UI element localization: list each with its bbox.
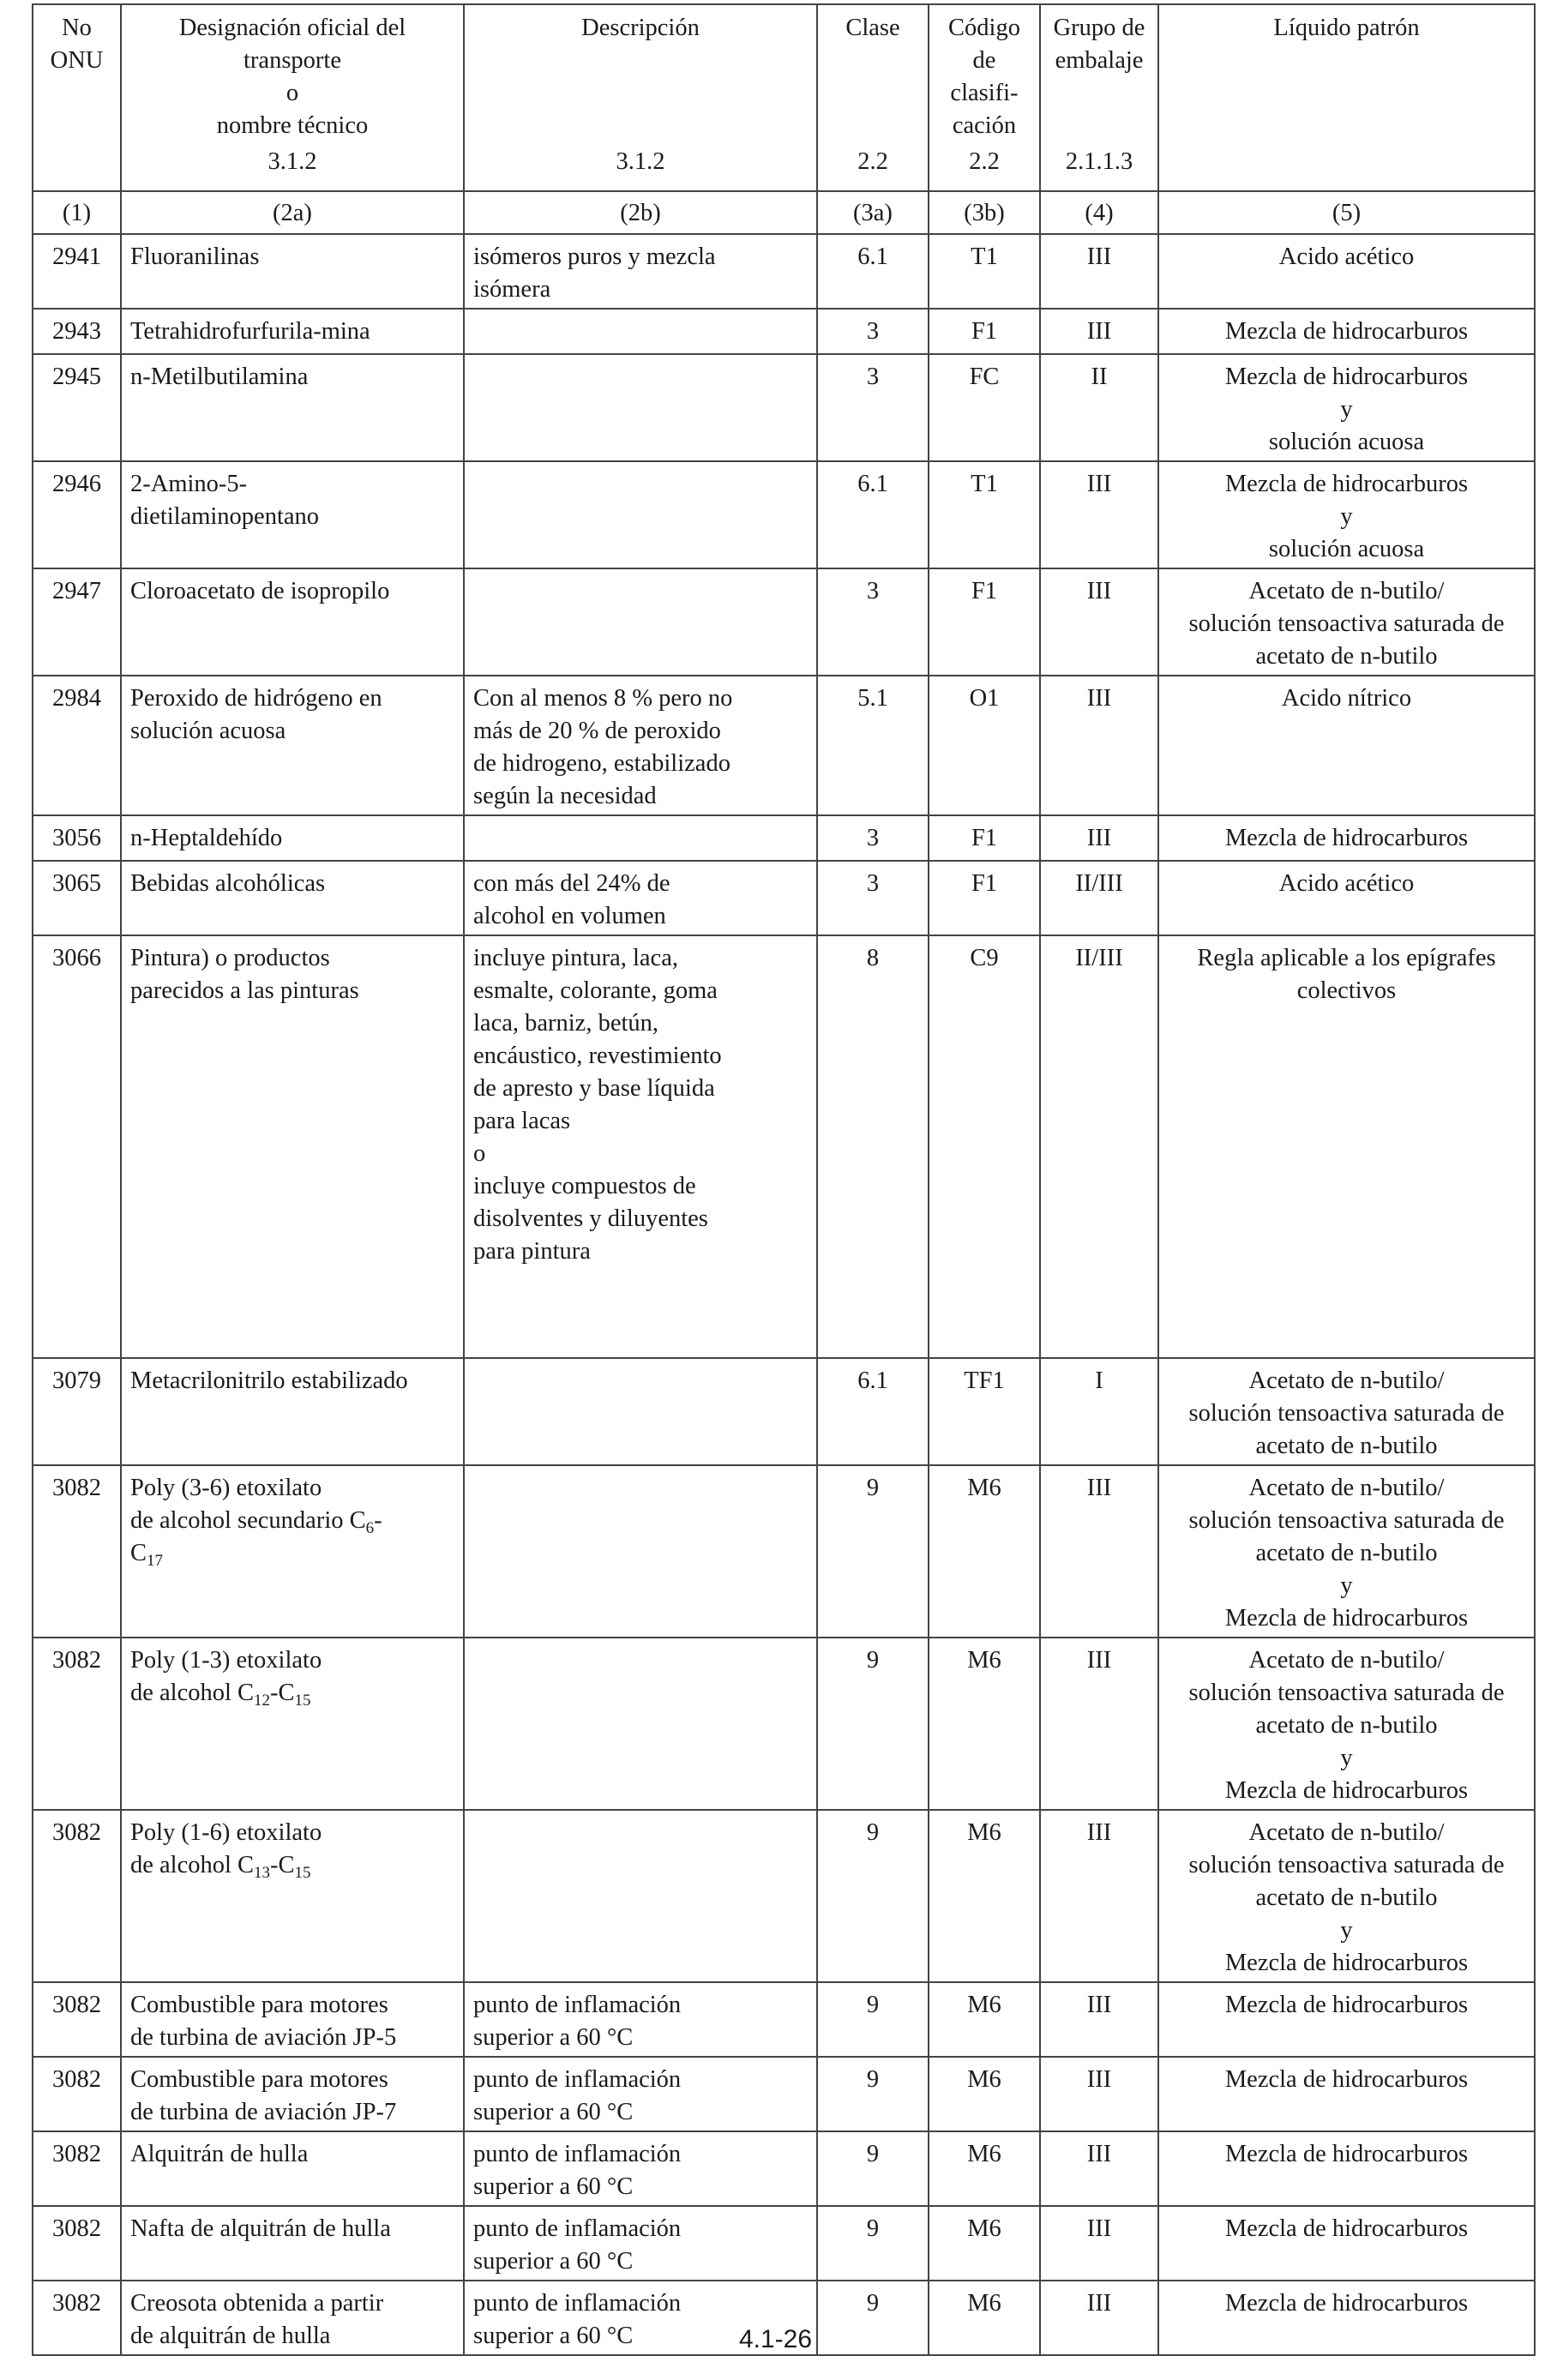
designation-cell: Metacrilonitrilo estabilizado xyxy=(121,1358,464,1465)
table-row xyxy=(33,354,1535,461)
description-cell xyxy=(464,309,817,354)
description-cell: punto de inflamación superior a 60 °C xyxy=(464,2206,817,2281)
header-liquido xyxy=(1158,4,1535,183)
description-cell xyxy=(464,1810,817,1982)
table-row xyxy=(33,2057,1535,2131)
standard-liquid-cell: Mezcla de hidrocarburos y solución acuosa xyxy=(1158,354,1535,461)
table-body xyxy=(33,234,1535,2355)
designation-cell: n-Heptaldehído xyxy=(121,815,464,861)
description-cell: con más del 24% de alcohol en volumen xyxy=(464,861,817,935)
header-gap-cell xyxy=(1158,183,1535,191)
header-codigo xyxy=(929,4,1040,183)
class-cell: 9 xyxy=(817,1638,929,1810)
designation-text: -C xyxy=(270,1680,295,1706)
header-clase xyxy=(817,4,929,183)
standard-liquid-cell: Acetato de n-butilo/ solución tensoactiva saturada de acetato de n-butilo y Mezcla de hidrocarburos xyxy=(1158,1638,1535,1810)
standard-liquid-cell: Acetato de n-butilo/ solución tensoactiva saturada de acetato de n-butilo y Mezcla de hidrocarburos xyxy=(1158,1465,1535,1638)
standard-liquid-cell: Mezcla de hidrocarburos xyxy=(1158,815,1535,861)
standard-liquid-cell: Mezcla de hidrocarburos y solución acuosa xyxy=(1158,461,1535,568)
description-cell: punto de inflamación superior a 60 °C xyxy=(464,2131,817,2206)
class-cell: 9 xyxy=(817,1465,929,1638)
un-number-cell: 3065 xyxy=(33,861,121,935)
classification-code-cell: M6 xyxy=(929,1810,1040,1982)
un-number-cell: 2984 xyxy=(33,676,121,815)
designation-cell: Fluoranilinas xyxy=(121,234,464,309)
packing-group-cell: II/III xyxy=(1040,861,1158,935)
class-cell: 5.1 xyxy=(817,676,929,815)
classification-code-cell: M6 xyxy=(929,2281,1040,2355)
classification-code-cell: M6 xyxy=(929,1465,1040,1638)
packing-group-cell: III xyxy=(1040,676,1158,815)
header-designacion-ref: 3.1.2 xyxy=(268,148,317,175)
classification-code-cell: M6 xyxy=(929,1638,1040,1810)
un-number-cell: 2946 xyxy=(33,461,121,568)
column-number: (1) xyxy=(33,191,121,234)
designation-cell: Pintura) o productos parecidos a las pinturas xyxy=(121,935,464,1358)
un-number-cell: 3082 xyxy=(33,1465,121,1638)
designation-subscript: 15 xyxy=(294,1692,311,1710)
standard-liquid-cell: Mezcla de hidrocarburos xyxy=(1158,1982,1535,2057)
standard-liquid-cell: Acido acético xyxy=(1158,234,1535,309)
description-cell xyxy=(464,354,817,461)
classification-code-cell: M6 xyxy=(929,2206,1040,2281)
column-number: (3a) xyxy=(817,191,929,234)
header-designacion xyxy=(121,4,464,183)
packing-group-cell: III xyxy=(1040,815,1158,861)
header-gap-cell xyxy=(464,183,817,191)
classification-code-cell: M6 xyxy=(929,1982,1040,2057)
packing-group-cell: III xyxy=(1040,1810,1158,1982)
classification-code-cell: F1 xyxy=(929,309,1040,354)
standard-liquid-cell: Acido acético xyxy=(1158,861,1535,935)
un-number-cell: 2941 xyxy=(33,234,121,309)
designation-cell: Alquitrán de hulla xyxy=(121,2131,464,2206)
class-cell: 3 xyxy=(817,568,929,676)
header-row xyxy=(33,4,1535,183)
description-cell: incluye pintura, laca, esmalte, colorante, goma laca, barniz, betún, encáustico, revestimiento de apresto y base líquida para lacas o incluye compuestos de disolventes y diluyentes para pintura xyxy=(464,935,817,1358)
header-gap-cell xyxy=(929,183,1040,191)
description-cell: punto de inflamación superior a 60 °C xyxy=(464,2057,817,2131)
classification-code-cell: T1 xyxy=(929,461,1040,568)
class-cell: 6.1 xyxy=(817,1358,929,1465)
header-codigo-label: Código de clasifi- cación xyxy=(948,15,1020,139)
class-cell: 6.1 xyxy=(817,234,929,309)
header-grupo xyxy=(1040,4,1158,183)
column-number: (4) xyxy=(1040,191,1158,234)
un-number-cell: 3082 xyxy=(33,1982,121,2057)
designation-subscript: 15 xyxy=(294,1864,311,1882)
packing-group-cell: III xyxy=(1040,2281,1158,2355)
table-row xyxy=(33,1982,1535,2057)
designation-cell xyxy=(121,1638,464,1810)
standard-liquid-cell: Mezcla de hidrocarburos xyxy=(1158,2206,1535,2281)
table-row xyxy=(33,676,1535,815)
header-clase-label: Clase xyxy=(845,15,900,41)
header-descripcion xyxy=(464,4,817,183)
packing-group-cell: III xyxy=(1040,309,1158,354)
designation-cell: 2-Amino-5- dietilaminopentano xyxy=(121,461,464,568)
designation-cell: Bebidas alcohólicas xyxy=(121,861,464,935)
packing-group-cell: III xyxy=(1040,2057,1158,2131)
packing-group-cell: II/III xyxy=(1040,935,1158,1358)
classification-code-cell: F1 xyxy=(929,815,1040,861)
class-cell: 3 xyxy=(817,354,929,461)
packing-group-cell: III xyxy=(1040,1638,1158,1810)
un-number-cell: 3082 xyxy=(33,2281,121,2355)
class-cell: 6.1 xyxy=(817,461,929,568)
un-number-cell: 3056 xyxy=(33,815,121,861)
classification-code-cell: TF1 xyxy=(929,1358,1040,1465)
class-cell: 9 xyxy=(817,2057,929,2131)
packing-group-cell: III xyxy=(1040,2206,1158,2281)
un-number-cell: 3082 xyxy=(33,2131,121,2206)
header-gap-cell xyxy=(121,183,464,191)
un-number-cell: 2947 xyxy=(33,568,121,676)
description-cell xyxy=(464,815,817,861)
un-number-cell: 2945 xyxy=(33,354,121,461)
classification-code-cell: F1 xyxy=(929,568,1040,676)
header-gap-cell xyxy=(33,183,121,191)
designation-cell: Nafta de alquitrán de hulla xyxy=(121,2206,464,2281)
classification-code-cell: C9 xyxy=(929,935,1040,1358)
designation-subscript: 17 xyxy=(147,1552,164,1570)
designation-text: - C xyxy=(130,1507,382,1566)
packing-group-cell: II xyxy=(1040,354,1158,461)
description-cell: Con al menos 8 % pero no más de 20 % de peroxido de hidrogeno, estabilizado según la necesidad xyxy=(464,676,817,815)
description-cell xyxy=(464,461,817,568)
standard-liquid-cell: Regla aplicable a los epígrafes colectivos xyxy=(1158,935,1535,1358)
table-row xyxy=(33,568,1535,676)
standard-liquid-cell: Acido nítrico xyxy=(1158,676,1535,815)
designation-text: Poly (1-3) etoxilato de alcohol C xyxy=(130,1647,322,1706)
description-cell xyxy=(464,1358,817,1465)
designation-subscript: 13 xyxy=(254,1864,271,1882)
designation-text: -C xyxy=(270,1852,295,1878)
packing-group-cell: III xyxy=(1040,234,1158,309)
class-cell: 9 xyxy=(817,2131,929,2206)
header-no-onu xyxy=(33,4,121,183)
standard-liquid-cell: Mezcla de hidrocarburos xyxy=(1158,2057,1535,2131)
designation-subscript: 6 xyxy=(365,1519,375,1537)
column-number: (2a) xyxy=(121,191,464,234)
table-row xyxy=(33,2131,1535,2206)
class-cell: 9 xyxy=(817,2281,929,2355)
classification-code-cell: M6 xyxy=(929,2131,1040,2206)
standard-liquid-cell: Acetato de n-butilo/ solución tensoactiva saturada de acetato de n-butilo y Mezcla de hidrocarburos xyxy=(1158,1810,1535,1982)
header-no-onu-label: No ONU xyxy=(50,15,104,74)
description-cell xyxy=(464,1465,817,1638)
table-row xyxy=(33,2206,1535,2281)
description-cell xyxy=(464,1638,817,1810)
description-cell xyxy=(464,568,817,676)
header-designacion-label: Designación oficial del transporte o nombre técnico xyxy=(178,15,406,139)
un-number-cell: 3066 xyxy=(33,935,121,1358)
designation-cell xyxy=(121,1465,464,1638)
description-cell: punto de inflamación superior a 60 °C xyxy=(464,1982,817,2057)
designation-cell: Tetrahidrofurfurila-mina xyxy=(121,309,464,354)
header-clase-ref: 2.2 xyxy=(857,148,888,175)
table-row xyxy=(33,461,1535,568)
description-cell: punto de inflamación superior a 60 °C xyxy=(464,2281,817,2355)
designation-cell: Peroxido de hidrógeno en solución acuosa xyxy=(121,676,464,815)
standard-liquid-cell: Acetato de n-butilo/ solución tensoactiva saturada de acetato de n-butilo xyxy=(1158,1358,1535,1465)
un-number-cell: 3079 xyxy=(33,1358,121,1465)
header-gap-row xyxy=(33,183,1535,191)
un-number-cell: 3082 xyxy=(33,1638,121,1810)
header-codigo-ref: 2.2 xyxy=(969,148,1000,175)
designation-text: Poly (3-6) etoxilato de alcohol secundario C xyxy=(130,1475,366,1534)
header-grupo-label: Grupo de embalaje xyxy=(1053,15,1145,74)
class-cell: 9 xyxy=(817,2206,929,2281)
classification-code-cell: M6 xyxy=(929,2057,1040,2131)
class-cell: 9 xyxy=(817,1982,929,2057)
class-cell: 8 xyxy=(817,935,929,1358)
header-liquido-label: Líquido patrón xyxy=(1273,15,1420,41)
column-number: (3b) xyxy=(929,191,1040,234)
packing-group-cell: III xyxy=(1040,1465,1158,1638)
designation-cell: Combustible para motores de turbina de aviación JP-7 xyxy=(121,2057,464,2131)
table-row xyxy=(33,815,1535,861)
table-row xyxy=(33,309,1535,354)
packing-group-cell: III xyxy=(1040,568,1158,676)
classification-code-cell: F1 xyxy=(929,861,1040,935)
table-row xyxy=(33,1810,1535,1982)
classification-code-cell: FC xyxy=(929,354,1040,461)
header-gap-cell xyxy=(817,183,929,191)
table-row xyxy=(33,935,1535,1358)
class-cell: 3 xyxy=(817,861,929,935)
designation-text: Poly (1-6) etoxilato de alcohol C xyxy=(130,1819,322,1878)
page-number: 4.1-26 xyxy=(738,2325,813,2353)
designation-cell: Creosota obtenida a partir de alquitrán de hulla xyxy=(121,2281,464,2355)
substances-table xyxy=(32,3,1536,2356)
packing-group-cell: I xyxy=(1040,1358,1158,1465)
header-gap-cell xyxy=(1040,183,1158,191)
un-number-cell: 3082 xyxy=(33,2057,121,2131)
designation-cell: Cloroacetato de isopropilo xyxy=(121,568,464,676)
column-number: (2b) xyxy=(464,191,817,234)
designation-cell: n-Metilbutilamina xyxy=(121,354,464,461)
un-number-cell: 3082 xyxy=(33,2206,121,2281)
description-cell: isómeros puros y mezcla isómera xyxy=(464,234,817,309)
packing-group-cell: III xyxy=(1040,1982,1158,2057)
standard-liquid-cell: Acetato de n-butilo/ solución tensoactiva saturada de acetato de n-butilo xyxy=(1158,568,1535,676)
standard-liquid-cell: Mezcla de hidrocarburos xyxy=(1158,2281,1535,2355)
column-number-row xyxy=(33,191,1535,234)
classification-code-cell: T1 xyxy=(929,234,1040,309)
standard-liquid-cell: Mezcla de hidrocarburos xyxy=(1158,2131,1535,2206)
table-row xyxy=(33,1465,1535,1638)
designation-cell: Combustible para motores de turbina de aviación JP-5 xyxy=(121,1982,464,2057)
standard-liquid-cell: Mezcla de hidrocarburos xyxy=(1158,309,1535,354)
header-descripcion-ref: 3.1.2 xyxy=(616,148,665,175)
table-row xyxy=(33,1358,1535,1465)
column-number: (5) xyxy=(1158,191,1535,234)
classification-code-cell: O1 xyxy=(929,676,1040,815)
table-row xyxy=(33,234,1535,309)
designation-cell xyxy=(121,1810,464,1982)
table-row xyxy=(33,861,1535,935)
packing-group-cell: III xyxy=(1040,2131,1158,2206)
un-number-cell: 2943 xyxy=(33,309,121,354)
table-row xyxy=(33,1638,1535,1810)
class-cell: 3 xyxy=(817,815,929,861)
class-cell: 3 xyxy=(817,309,929,354)
header-descripcion-label: Descripción xyxy=(581,15,700,41)
header-grupo-ref: 2.1.1.3 xyxy=(1065,148,1133,175)
un-number-cell: 3082 xyxy=(33,1810,121,1982)
designation-subscript: 12 xyxy=(254,1692,271,1710)
packing-group-cell: III xyxy=(1040,461,1158,568)
class-cell: 9 xyxy=(817,1810,929,1982)
